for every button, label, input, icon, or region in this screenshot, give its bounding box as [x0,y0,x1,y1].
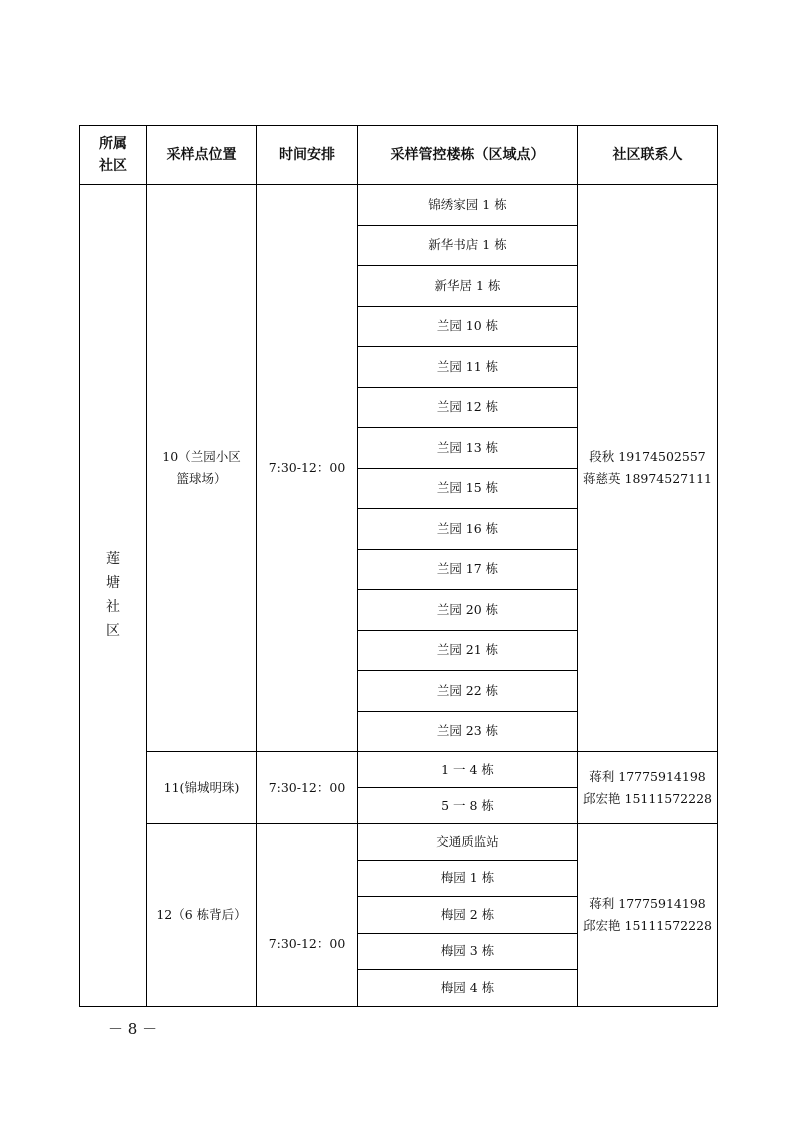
building-cell: 5 一 8 栋 [358,788,578,824]
header-buildings: 采样管控楼栋（区域点） [358,126,578,185]
building-cell: 兰园 22 栋 [358,671,578,712]
building-cell: 梅园 3 栋 [358,933,578,970]
building-cell: 梅园 2 栋 [358,897,578,934]
building-cell: 梅园 1 栋 [358,860,578,897]
building-cell: 梅园 4 栋 [358,970,578,1007]
building-cell: 交通质监站 [358,824,578,861]
contact-line: 段秋 19174502557 [589,449,706,464]
table-row [80,752,718,788]
time-cell: 7:30-12：00 [257,752,358,824]
location-cell: 12（6 栋背后） [147,824,257,1007]
location-cell: 10（兰园小区篮球场） [147,185,257,752]
contact-line: 蒋利 17775914198 [589,768,706,784]
header-location: 采样点位置 [147,126,257,185]
table-row [80,824,718,861]
building-cell: 兰园 11 栋 [358,347,578,388]
building-cell: 兰园 16 栋 [358,509,578,550]
community-cell: 莲塘社区 [80,185,147,1007]
header-community: 所属社区 [80,126,147,185]
contact-line: 蒋慈英 18974527111 [583,471,712,486]
building-cell: 兰园 17 栋 [358,549,578,590]
building-cell: 兰园 12 栋 [358,387,578,428]
time-cell: 7:30-12：00 [257,185,358,752]
header-row [80,126,718,185]
contact-cell [578,752,718,824]
building-cell: 兰园 23 栋 [358,711,578,752]
contact-cell [578,185,718,752]
building-cell: 1 一 4 栋 [358,752,578,788]
building-cell: 新华书店 1 栋 [358,225,578,266]
time-cell: 7:30-12：00 [257,824,358,1007]
building-cell: 兰园 10 栋 [358,306,578,347]
location-cell: 11(锦城明珠) [147,752,257,824]
building-cell: 兰园 15 栋 [358,468,578,509]
contact-line: 邱宏艳 15111572228 [583,790,712,806]
contact-line: 蒋利 17775914198 [589,895,706,911]
building-cell: 兰园 21 栋 [358,630,578,671]
building-cell: 兰园 13 栋 [358,428,578,469]
building-cell: 兰园 20 栋 [358,590,578,631]
building-cell: 锦绣家园 1 栋 [358,185,578,226]
contact-cell [578,824,718,1007]
contact-line: 邱宏艳 15111572228 [583,917,712,933]
page-number: － 8 － [108,1020,158,1038]
table-row [80,185,718,226]
sampling-schedule-table [79,125,718,1007]
header-time: 时间安排 [257,126,358,185]
building-cell: 新华居 1 栋 [358,266,578,307]
header-contact: 社区联系人 [578,126,718,185]
